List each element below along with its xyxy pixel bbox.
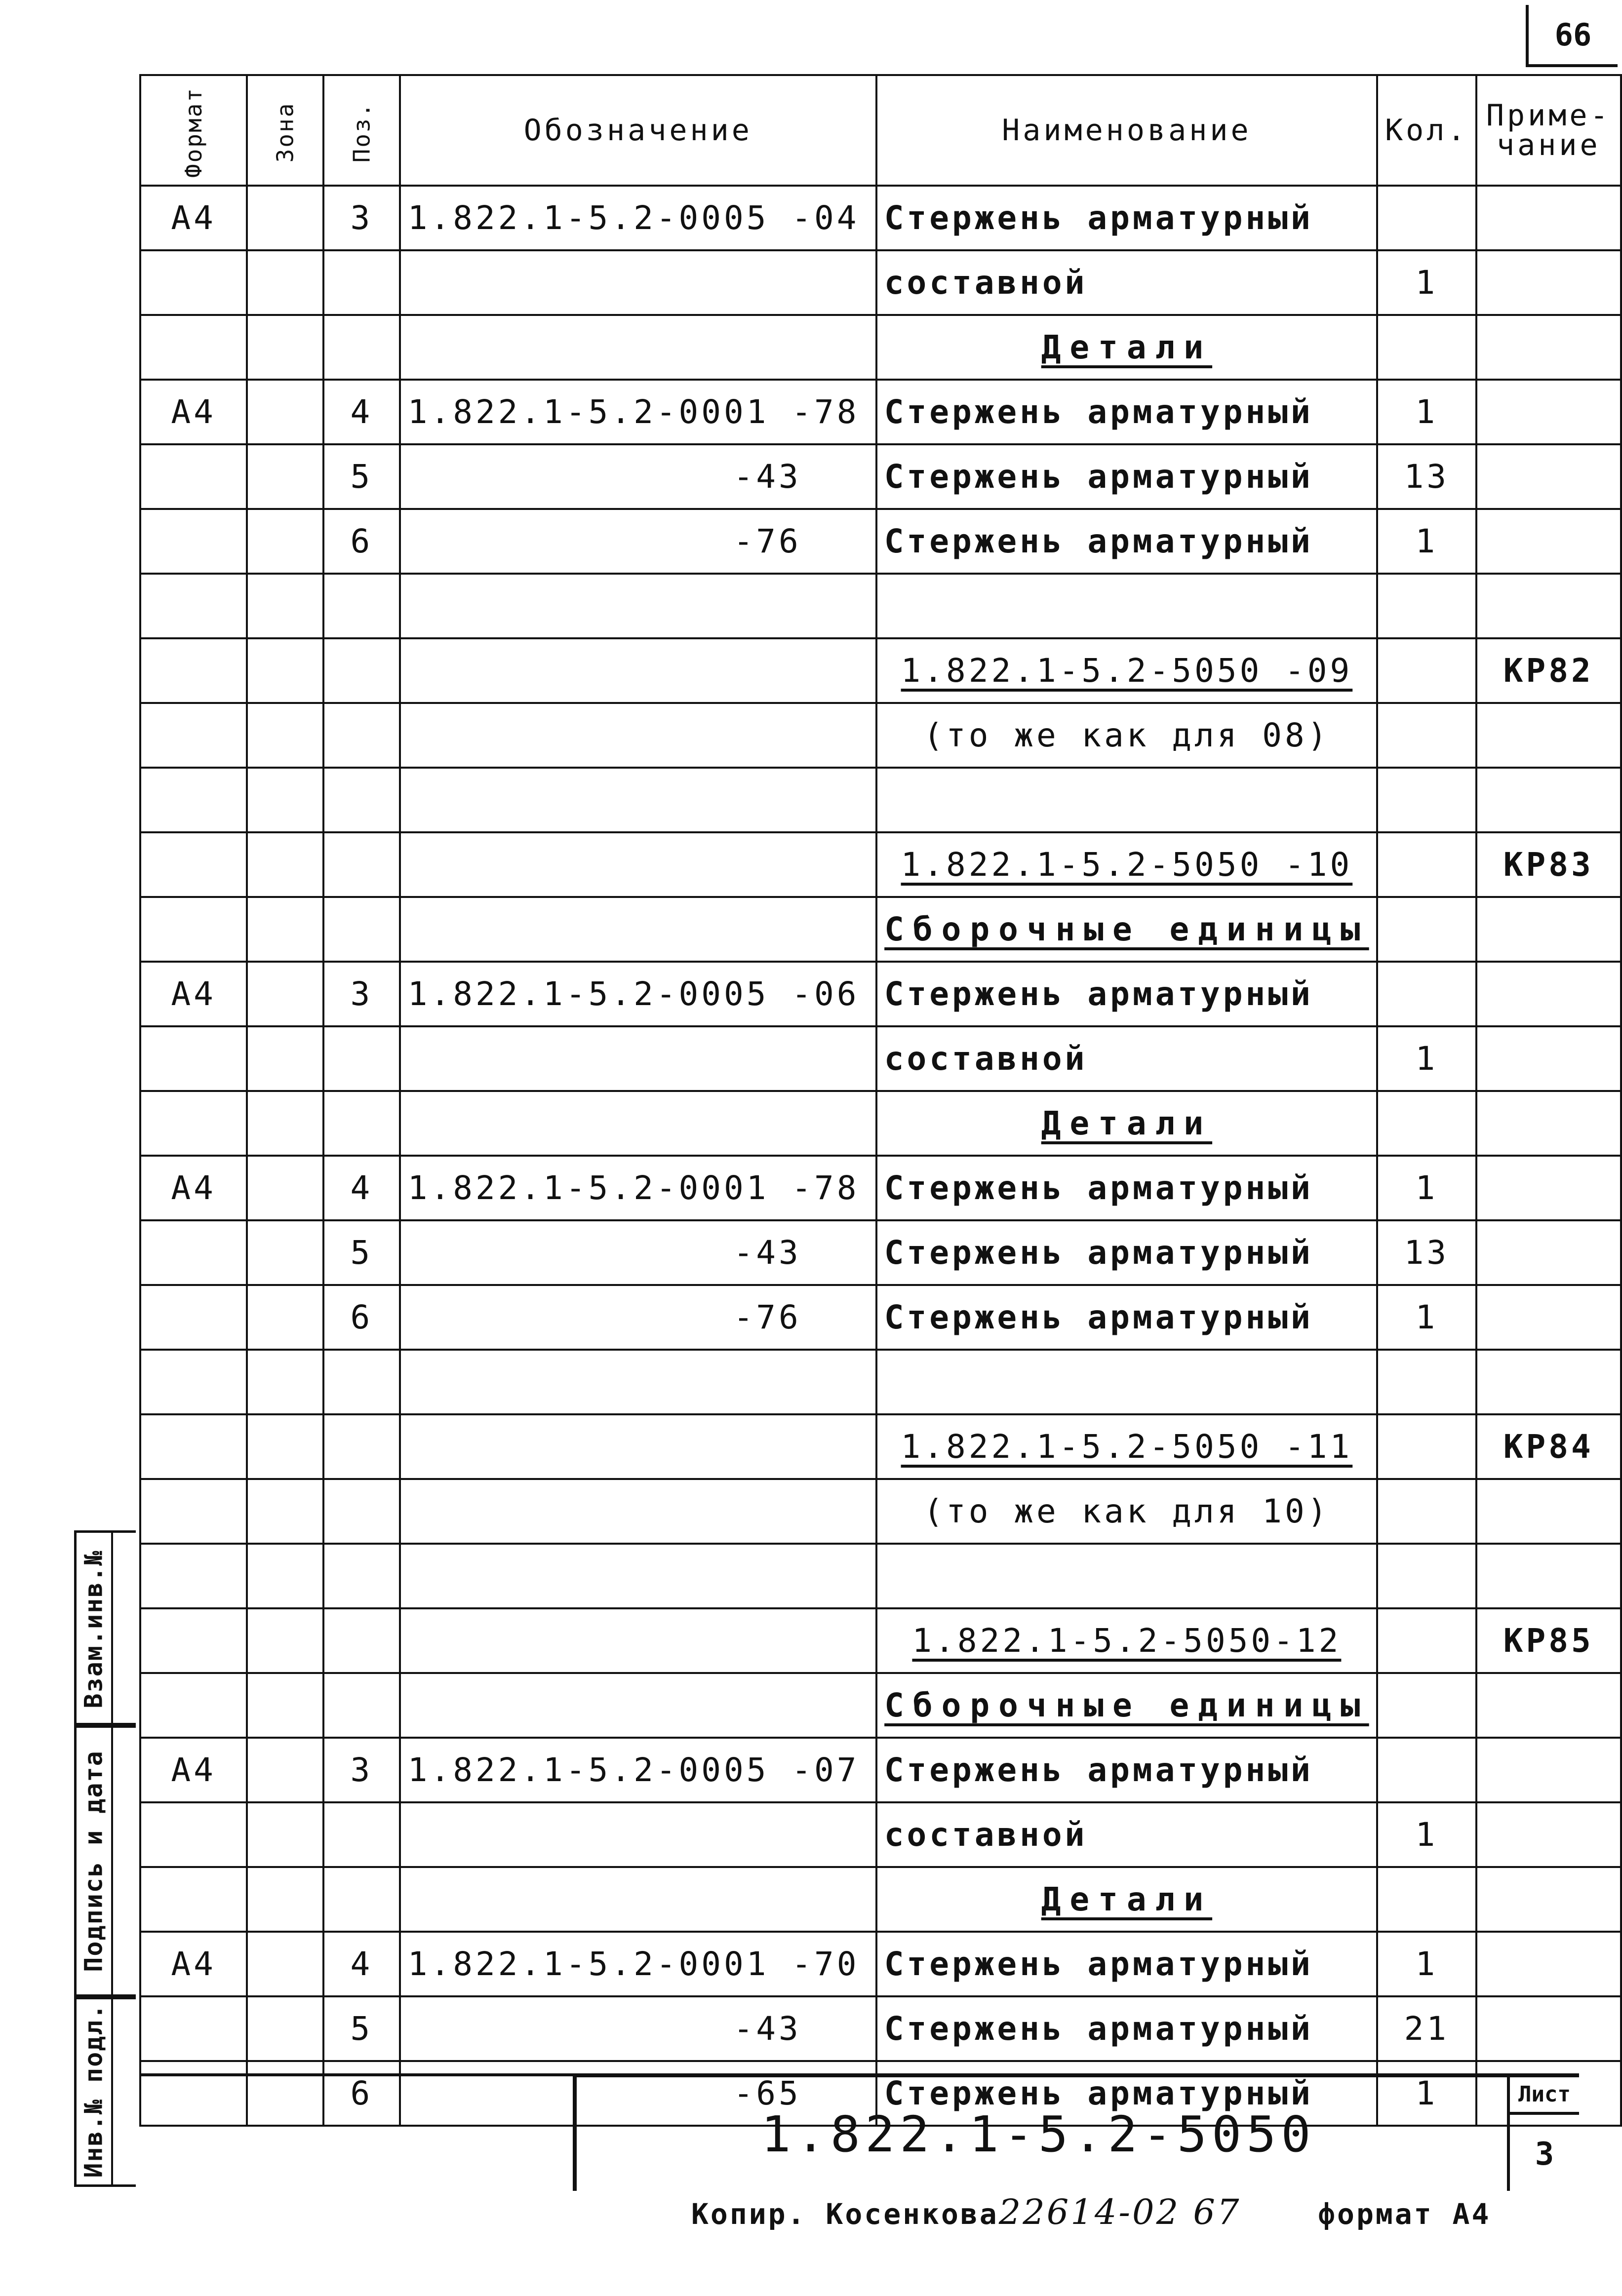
cell-qty xyxy=(1377,1544,1476,1608)
cell-name: Стержень арматурный xyxy=(876,1156,1377,1220)
cell-note xyxy=(1476,1479,1621,1544)
cell-designation xyxy=(400,1673,876,1738)
cell-format xyxy=(140,1996,247,2061)
cell-designation xyxy=(400,250,876,315)
cell-pos: 3 xyxy=(323,962,400,1026)
cell-format xyxy=(140,509,247,574)
table-row xyxy=(140,1026,1621,1091)
cell-note xyxy=(1476,509,1621,574)
header-pos: Поз. xyxy=(323,75,400,186)
cell-zone xyxy=(247,962,323,1026)
side-label-podpis: Подпись и дата xyxy=(79,1750,108,1972)
cell-note: КР82 xyxy=(1476,638,1621,703)
table-row xyxy=(140,250,1621,315)
cell-note xyxy=(1476,1673,1621,1738)
table-row xyxy=(140,703,1621,768)
cell-pos xyxy=(323,832,400,897)
cell-pos: 3 xyxy=(323,1738,400,1802)
cell-zone xyxy=(247,250,323,315)
cell-designation xyxy=(400,897,876,962)
cell-pos: 5 xyxy=(323,1996,400,2061)
cell-note xyxy=(1476,1091,1621,1156)
cell-designation xyxy=(400,832,876,897)
cell-name: 1.822.1-5.2-5050 -09 xyxy=(876,638,1377,703)
sheet-number: 66 xyxy=(1526,5,1618,67)
cell-name: Стержень арматурный xyxy=(876,1996,1377,2061)
cell-pos xyxy=(323,768,400,832)
cell-note xyxy=(1476,1996,1621,2061)
cell-note xyxy=(1476,380,1621,444)
table-row xyxy=(140,315,1621,380)
title-block-left xyxy=(139,2073,573,2190)
cell-note xyxy=(1476,1156,1621,1220)
cell-note xyxy=(1476,768,1621,832)
cell-zone xyxy=(247,1091,323,1156)
cell-pos xyxy=(323,1091,400,1156)
side-stamp-podpis xyxy=(74,1723,136,1999)
cell-format xyxy=(140,250,247,315)
cell-qty: 1 xyxy=(1377,1026,1476,1091)
cell-zone xyxy=(247,897,323,962)
cell-zone xyxy=(247,1156,323,1220)
header-format: Формат xyxy=(140,75,247,186)
cell-format: А4 xyxy=(140,1738,247,1802)
cell-note: КР85 xyxy=(1476,1608,1621,1673)
cell-pos: 4 xyxy=(323,1932,400,1996)
cell-qty: 1 xyxy=(1377,1932,1476,1996)
cell-zone xyxy=(247,380,323,444)
cell-format xyxy=(140,1544,247,1608)
cell-name: Сборочные единицы xyxy=(876,897,1377,962)
cell-qty: 1 xyxy=(1377,2061,1476,2126)
cell-qty: 1 xyxy=(1377,250,1476,315)
cell-name: Стержень арматурный xyxy=(876,186,1377,250)
cell-designation: -43 xyxy=(400,1220,876,1285)
cell-name: 1.822.1-5.2-5050 -11 xyxy=(876,1414,1377,1479)
cell-name: Стержень арматурный xyxy=(876,2061,1377,2126)
table-row xyxy=(140,1479,1621,1544)
cell-name: Сборочные единицы xyxy=(876,1673,1377,1738)
side-label-vzam: Взам.инв.№ xyxy=(79,1550,108,1709)
cell-zone xyxy=(247,509,323,574)
cell-designation xyxy=(400,1608,876,1673)
cell-qty xyxy=(1377,1608,1476,1673)
cell-name xyxy=(876,574,1377,638)
cell-note xyxy=(1476,574,1621,638)
cell-format xyxy=(140,1802,247,1867)
table-row xyxy=(140,1867,1621,1932)
cell-zone xyxy=(247,1608,323,1673)
cell-pos xyxy=(323,1414,400,1479)
cell-zone xyxy=(247,574,323,638)
cell-designation: 1.822.1-5.2-0005 -06 xyxy=(400,962,876,1026)
cell-name: Стержень арматурный xyxy=(876,1738,1377,1802)
cell-note xyxy=(1476,1544,1621,1608)
cell-note xyxy=(1476,1026,1621,1091)
cell-qty xyxy=(1377,962,1476,1026)
cell-format xyxy=(140,1867,247,1932)
cell-note xyxy=(1476,315,1621,380)
cell-zone xyxy=(247,1738,323,1802)
table-row xyxy=(140,1738,1621,1802)
cell-designation xyxy=(400,315,876,380)
cell-qty xyxy=(1377,832,1476,897)
cell-qty: 13 xyxy=(1377,1220,1476,1285)
table-header-row xyxy=(140,75,1621,186)
cell-format xyxy=(140,315,247,380)
cell-name: Детали xyxy=(876,315,1377,380)
cell-pos xyxy=(323,1544,400,1608)
cell-pos xyxy=(323,1802,400,1867)
cell-zone xyxy=(247,1026,323,1091)
cell-pos: 6 xyxy=(323,1285,400,1350)
cell-designation xyxy=(400,638,876,703)
cell-note xyxy=(1476,1867,1621,1932)
cell-qty xyxy=(1377,768,1476,832)
cell-name xyxy=(876,768,1377,832)
cell-qty: 1 xyxy=(1377,509,1476,574)
cell-designation xyxy=(400,1026,876,1091)
cell-format: А4 xyxy=(140,1932,247,1996)
side-stamp-vzam xyxy=(74,1530,136,1728)
table-row xyxy=(140,380,1621,444)
cell-name: Стержень арматурный xyxy=(876,444,1377,509)
cell-designation: -43 xyxy=(400,444,876,509)
cell-qty xyxy=(1377,1091,1476,1156)
cell-qty: 1 xyxy=(1377,1285,1476,1350)
cell-designation: 1.822.1-5.2-0005 -07 xyxy=(400,1738,876,1802)
cell-name xyxy=(876,1544,1377,1608)
cell-name: составной xyxy=(876,250,1377,315)
cell-zone xyxy=(247,1285,323,1350)
cell-name: 1.822.1-5.2-5050 -10 xyxy=(876,832,1377,897)
cell-name: Детали xyxy=(876,1091,1377,1156)
cell-qty: 1 xyxy=(1377,1802,1476,1867)
table-row xyxy=(140,1544,1621,1608)
cell-pos: 6 xyxy=(323,509,400,574)
cell-pos: 6 xyxy=(323,2061,400,2126)
cell-designation xyxy=(400,1414,876,1479)
sheet-page-number: 3 xyxy=(1535,2136,1554,2173)
cell-zone xyxy=(247,1932,323,1996)
table-row xyxy=(140,1414,1621,1479)
table-row xyxy=(140,1996,1621,2061)
cell-zone xyxy=(247,1996,323,2061)
cell-name: Стержень арматурный xyxy=(876,380,1377,444)
cell-qty xyxy=(1377,186,1476,250)
cell-format: А4 xyxy=(140,380,247,444)
cell-zone xyxy=(247,1867,323,1932)
title-block xyxy=(573,2073,1579,2191)
cell-qty xyxy=(1377,703,1476,768)
cell-note xyxy=(1476,186,1621,250)
cell-qty xyxy=(1377,1738,1476,1802)
table-row xyxy=(140,509,1621,574)
cell-name: составной xyxy=(876,1802,1377,1867)
cell-zone xyxy=(247,1350,323,1414)
cell-note: КР83 xyxy=(1476,832,1621,897)
cell-qty xyxy=(1377,1350,1476,1414)
cell-name xyxy=(876,1350,1377,1414)
cell-qty: 21 xyxy=(1377,1996,1476,2061)
cell-format xyxy=(140,444,247,509)
cell-name: составной xyxy=(876,1026,1377,1091)
table-row xyxy=(140,1350,1621,1414)
table-row xyxy=(140,1156,1621,1220)
cell-designation xyxy=(400,1479,876,1544)
cell-designation: 1.822.1-5.2-0001 -70 xyxy=(400,1932,876,1996)
cell-zone xyxy=(247,1479,323,1544)
cell-zone xyxy=(247,703,323,768)
table-row xyxy=(140,638,1621,703)
cell-designation: -76 xyxy=(400,509,876,574)
cell-pos: 4 xyxy=(323,1156,400,1220)
cell-name: (то же как для 10) xyxy=(876,1479,1377,1544)
cell-zone xyxy=(247,638,323,703)
header-qty: Кол. xyxy=(1377,75,1476,186)
cell-format xyxy=(140,1414,247,1479)
cell-note xyxy=(1476,1738,1621,1802)
footer-format: формат А4 xyxy=(1318,2197,1491,2231)
table-row xyxy=(140,1220,1621,1285)
footer-copied: Копир. Косенкова xyxy=(691,2197,999,2231)
cell-zone xyxy=(247,315,323,380)
cell-pos xyxy=(323,703,400,768)
cell-pos xyxy=(323,638,400,703)
cell-qty: 13 xyxy=(1377,444,1476,509)
cell-zone xyxy=(247,1802,323,1867)
cell-qty xyxy=(1377,574,1476,638)
side-stamp-inv xyxy=(74,1994,136,2187)
cell-note xyxy=(1476,250,1621,315)
cell-pos xyxy=(323,1608,400,1673)
cell-designation: -43 xyxy=(400,1996,876,2061)
sheet-cell xyxy=(1507,2077,1579,2191)
cell-pos xyxy=(323,250,400,315)
cell-format xyxy=(140,1673,247,1738)
cell-format xyxy=(140,1285,247,1350)
cell-note xyxy=(1476,1932,1621,1996)
cell-pos: 3 xyxy=(323,186,400,250)
cell-qty xyxy=(1377,1479,1476,1544)
cell-name: Стержень арматурный xyxy=(876,1220,1377,1285)
cell-qty xyxy=(1377,897,1476,962)
cell-name: Стержень арматурный xyxy=(876,1932,1377,1996)
cell-name: Детали xyxy=(876,1867,1377,1932)
cell-designation xyxy=(400,1867,876,1932)
cell-zone xyxy=(247,186,323,250)
cell-pos xyxy=(323,574,400,638)
cell-pos xyxy=(323,1026,400,1091)
table-row xyxy=(140,832,1621,897)
cell-designation xyxy=(400,574,876,638)
footer xyxy=(691,2192,1491,2232)
cell-format xyxy=(140,1220,247,1285)
cell-zone xyxy=(247,1544,323,1608)
cell-pos xyxy=(323,1867,400,1932)
cell-note xyxy=(1476,703,1621,768)
cell-note xyxy=(1476,1220,1621,1285)
cell-format xyxy=(140,1026,247,1091)
table-row xyxy=(140,962,1621,1026)
cell-pos: 5 xyxy=(323,1220,400,1285)
header-note: Приме- чание xyxy=(1476,75,1621,186)
table-row xyxy=(140,1091,1621,1156)
cell-note xyxy=(1476,962,1621,1026)
cell-designation xyxy=(400,1802,876,1867)
cell-format xyxy=(140,768,247,832)
table-row xyxy=(140,768,1621,832)
cell-pos: 5 xyxy=(323,444,400,509)
cell-note xyxy=(1476,897,1621,962)
cell-note xyxy=(1476,1285,1621,1350)
side-label-inv: Инв.№ подл. xyxy=(79,2003,109,2178)
cell-zone xyxy=(247,1414,323,1479)
cell-name: (то же как для 08) xyxy=(876,703,1377,768)
table-row xyxy=(140,186,1621,250)
sheet-label: Лист xyxy=(1510,2077,1579,2115)
cell-designation xyxy=(400,1544,876,1608)
header-zone: Зона xyxy=(247,75,323,186)
cell-pos xyxy=(323,897,400,962)
table-row xyxy=(140,574,1621,638)
cell-qty: 1 xyxy=(1377,380,1476,444)
cell-format: А4 xyxy=(140,186,247,250)
cell-zone xyxy=(247,768,323,832)
table-row xyxy=(140,1802,1621,1867)
cell-pos xyxy=(323,315,400,380)
cell-designation: -76 xyxy=(400,1285,876,1350)
cell-format xyxy=(140,1091,247,1156)
cell-note: КР84 xyxy=(1476,1414,1621,1479)
cell-pos xyxy=(323,1479,400,1544)
cell-format xyxy=(140,1608,247,1673)
table-row xyxy=(140,1673,1621,1738)
table-row xyxy=(140,897,1621,962)
cell-format xyxy=(140,703,247,768)
table-row xyxy=(140,444,1621,509)
cell-pos xyxy=(323,1350,400,1414)
table-row xyxy=(140,1285,1621,1350)
cell-designation: -65 xyxy=(400,2061,876,2126)
cell-qty xyxy=(1377,1414,1476,1479)
cell-format xyxy=(140,897,247,962)
cell-name: 1.822.1-5.2-5050-12 xyxy=(876,1608,1377,1673)
cell-note xyxy=(1476,1802,1621,1867)
cell-designation: 1.822.1-5.2-0005 -04 xyxy=(400,186,876,250)
table-row xyxy=(140,1932,1621,1996)
cell-format xyxy=(140,638,247,703)
document-code: 1.822.1-5.2-5050 xyxy=(761,2105,1316,2163)
specification-table xyxy=(139,74,1622,2127)
cell-format xyxy=(140,574,247,638)
cell-zone xyxy=(247,832,323,897)
cell-designation xyxy=(400,1091,876,1156)
cell-note xyxy=(1476,444,1621,509)
cell-format: А4 xyxy=(140,1156,247,1220)
cell-name: Стержень арматурный xyxy=(876,962,1377,1026)
cell-designation xyxy=(400,703,876,768)
cell-zone xyxy=(247,1673,323,1738)
cell-format xyxy=(140,1479,247,1544)
cell-pos: 4 xyxy=(323,380,400,444)
cell-name: Стержень арматурный xyxy=(876,509,1377,574)
cell-format: А4 xyxy=(140,962,247,1026)
cell-designation xyxy=(400,1350,876,1414)
cell-format xyxy=(140,832,247,897)
cell-zone xyxy=(247,444,323,509)
cell-format xyxy=(140,1350,247,1414)
cell-qty xyxy=(1377,1867,1476,1932)
header-designation: Обозначение xyxy=(400,75,876,186)
cell-designation: 1.822.1-5.2-0001 -78 xyxy=(400,380,876,444)
cell-qty xyxy=(1377,638,1476,703)
header-name: Наименование xyxy=(876,75,1377,186)
cell-pos xyxy=(323,1673,400,1738)
cell-qty: 1 xyxy=(1377,1156,1476,1220)
table-row xyxy=(140,1608,1621,1673)
cell-designation xyxy=(400,768,876,832)
cell-qty xyxy=(1377,315,1476,380)
cell-note xyxy=(1476,1350,1621,1414)
cell-zone xyxy=(247,1220,323,1285)
cell-name: Стержень арматурный xyxy=(876,1285,1377,1350)
cell-designation: 1.822.1-5.2-0001 -78 xyxy=(400,1156,876,1220)
footer-handwritten-number: 22614-02 67 xyxy=(998,2192,1241,2232)
cell-qty xyxy=(1377,1673,1476,1738)
